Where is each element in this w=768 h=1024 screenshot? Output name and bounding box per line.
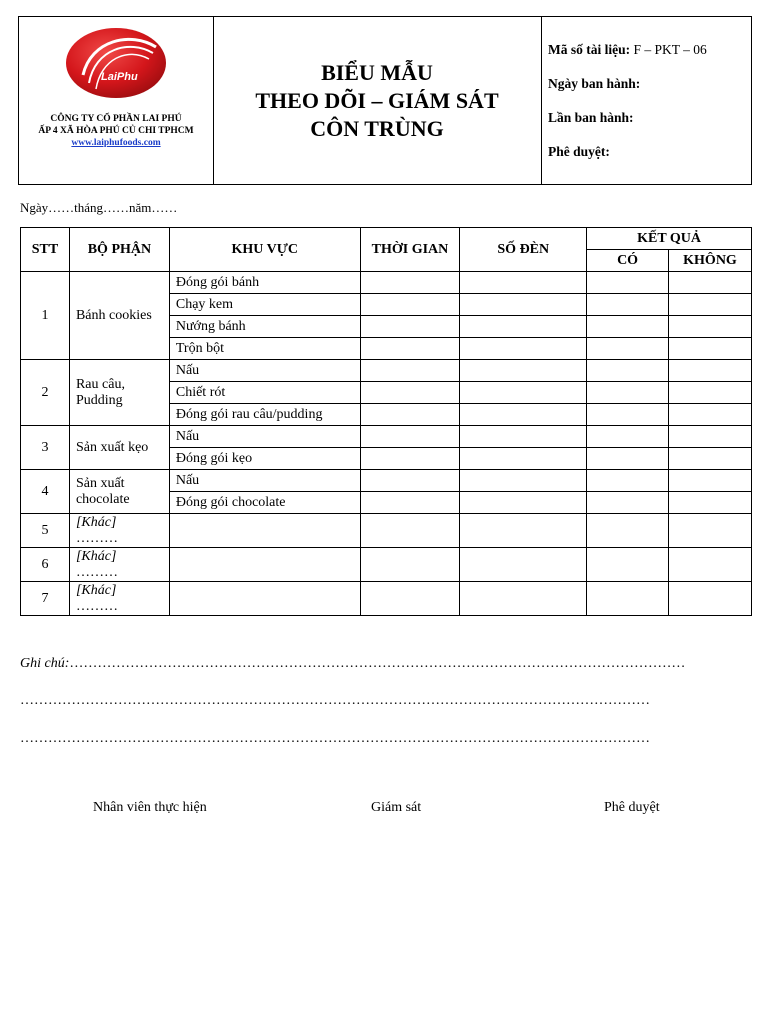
no-input-cell[interactable]: [669, 426, 752, 448]
stt-cell: 5: [21, 514, 70, 548]
header-department: BỘ PHẬN: [69, 228, 169, 272]
time-input-cell[interactable]: [360, 360, 460, 382]
department-cell: [69, 470, 169, 514]
yes-input-cell[interactable]: [587, 448, 669, 470]
issue-date-label: Ngày ban hành:: [548, 76, 641, 91]
lamp-input-cell[interactable]: [460, 470, 587, 492]
doc-code: [548, 42, 707, 58]
issue-number-label: Lần ban hành:: [548, 110, 634, 125]
department-line: Rau câu,: [75, 376, 125, 392]
area-input-cell[interactable]: [169, 582, 360, 616]
area-input-cell[interactable]: [169, 514, 360, 548]
header-result: KẾT QUẢ: [587, 228, 752, 250]
notes-dots: ………………………………………………………………………………………………………………………: [20, 731, 650, 746]
table-row: [21, 582, 752, 616]
no-input-cell[interactable]: [669, 448, 752, 470]
area-cell: Nấu: [169, 470, 360, 492]
yes-input-cell[interactable]: [587, 360, 669, 382]
yes-input-cell[interactable]: [587, 272, 669, 294]
no-input-cell[interactable]: [669, 316, 752, 338]
lamp-input-cell[interactable]: [460, 294, 587, 316]
signature-approver: Phê duyệt: [604, 800, 660, 815]
area-cell: Trộn bột: [169, 338, 360, 360]
other-label: [Khác]: [75, 582, 117, 598]
no-input-cell[interactable]: [669, 404, 752, 426]
department-line: Pudding: [75, 392, 123, 408]
no-input-cell[interactable]: [669, 294, 752, 316]
time-input-cell[interactable]: [360, 470, 460, 492]
stt-cell: 1: [21, 272, 70, 360]
area-cell: Đóng gói rau câu/pudding: [169, 404, 360, 426]
lamp-input-cell[interactable]: [460, 548, 587, 582]
time-input-cell[interactable]: [360, 548, 460, 582]
title-line: THEO DÕI – GIÁM SÁT: [255, 87, 499, 113]
table-row: [21, 548, 752, 582]
lamp-input-cell[interactable]: [460, 382, 587, 404]
lamp-input-cell[interactable]: [460, 338, 587, 360]
department-cell: Bánh cookies: [69, 272, 169, 360]
lamp-input-cell[interactable]: [460, 582, 587, 616]
time-input-cell[interactable]: [360, 448, 460, 470]
yes-input-cell[interactable]: [587, 426, 669, 448]
time-input-cell[interactable]: [360, 294, 460, 316]
document-header: [18, 16, 752, 185]
department-cell: [69, 514, 169, 548]
time-input-cell[interactable]: [360, 338, 460, 360]
time-input-cell[interactable]: [360, 272, 460, 294]
lamp-input-cell[interactable]: [460, 448, 587, 470]
other-dots: ………: [75, 530, 118, 546]
no-input-cell[interactable]: [669, 582, 752, 616]
notes-label: Ghi chú:: [20, 656, 70, 671]
notes-dots: ……………………………………………………………………………………………………………………: [69, 656, 686, 671]
company-info: [19, 113, 213, 149]
yes-input-cell[interactable]: [587, 382, 669, 404]
time-input-cell[interactable]: [360, 492, 460, 514]
time-input-cell[interactable]: [360, 514, 460, 548]
stt-cell: 7: [21, 582, 70, 616]
lamp-input-cell[interactable]: [460, 514, 587, 548]
doc-code-value: F – PKT – 06: [630, 42, 707, 57]
no-input-cell[interactable]: [669, 338, 752, 360]
yes-input-cell[interactable]: [587, 548, 669, 582]
other-label: [Khác]: [75, 548, 117, 564]
issue-date: [548, 76, 640, 92]
area-cell: Đóng gói kẹo: [169, 448, 360, 470]
lamp-input-cell[interactable]: [460, 272, 587, 294]
other-dots: ………: [75, 564, 118, 580]
yes-input-cell[interactable]: [587, 582, 669, 616]
other-dots: ………: [75, 598, 118, 614]
department-cell: [69, 548, 169, 582]
company-logo: [61, 25, 171, 101]
area-cell: Nấu: [169, 360, 360, 382]
department-cell: [69, 360, 169, 426]
department-line: chocolate: [75, 491, 130, 507]
yes-input-cell[interactable]: [587, 470, 669, 492]
stt-cell: 3: [21, 426, 70, 470]
yes-input-cell[interactable]: [587, 294, 669, 316]
notes-line-1[interactable]: [20, 656, 750, 672]
issue-number: [548, 110, 634, 126]
time-input-cell[interactable]: [360, 382, 460, 404]
lamp-input-cell[interactable]: [460, 492, 587, 514]
signature-staff: Nhân viên thực hiện: [93, 800, 207, 815]
notes-line-2[interactable]: [20, 693, 750, 709]
area-cell: Chạy kem: [169, 294, 360, 316]
yes-input-cell[interactable]: [587, 514, 669, 548]
stt-cell: 4: [21, 470, 70, 514]
stt-cell: 2: [21, 360, 70, 426]
area-input-cell[interactable]: [169, 548, 360, 582]
document-meta: [541, 17, 751, 184]
area-cell: Đóng gói chocolate: [169, 492, 360, 514]
no-input-cell[interactable]: [669, 470, 752, 492]
area-cell: Đóng gói bánh: [169, 272, 360, 294]
lamp-input-cell[interactable]: [460, 404, 587, 426]
yes-input-cell[interactable]: [587, 338, 669, 360]
department-line: Sản xuất: [75, 475, 125, 491]
approval: [548, 144, 610, 160]
yes-input-cell[interactable]: [587, 404, 669, 426]
table-row: [21, 514, 752, 548]
doc-code-label: Mã số tài liệu:: [548, 42, 631, 57]
title-line: BIỂU MẪU: [321, 59, 433, 85]
company-address: ẤP 4 XÃ HÒA PHÚ CỦ CHI TPHCM: [38, 126, 194, 136]
no-input-cell[interactable]: [669, 514, 752, 548]
table-row: [21, 470, 752, 492]
other-label: [Khác]: [75, 514, 117, 530]
document-title: [255, 59, 498, 143]
date-line: Ngày……tháng……năm……: [20, 200, 178, 215]
area-cell: Nấu: [169, 426, 360, 448]
stt-cell: 6: [21, 548, 70, 582]
area-cell: Nướng bánh: [169, 316, 360, 338]
notes-line-3[interactable]: [20, 731, 750, 747]
no-input-cell[interactable]: [669, 382, 752, 404]
title-line: CÔN TRÙNG: [310, 115, 444, 141]
company-block: [19, 17, 214, 184]
lamp-input-cell[interactable]: [460, 360, 587, 382]
no-input-cell[interactable]: [669, 492, 752, 514]
area-cell: Chiết rót: [169, 382, 360, 404]
yes-input-cell[interactable]: [587, 316, 669, 338]
department-cell: [69, 582, 169, 616]
table-row: [21, 360, 752, 382]
company-website-link[interactable]: www.laiphufoods.com: [71, 138, 161, 148]
lamp-input-cell[interactable]: [460, 316, 587, 338]
logo-text: LaiPhu: [101, 71, 138, 83]
title-block: [213, 17, 542, 184]
notes-dots: ………………………………………………………………………………………………………………………: [20, 693, 650, 708]
time-input-cell[interactable]: [360, 426, 460, 448]
table-row: [21, 426, 752, 448]
inspection-table: [20, 227, 752, 616]
approval-label: Phê duyệt:: [548, 144, 610, 159]
table-row: [21, 272, 752, 294]
yes-input-cell[interactable]: [587, 492, 669, 514]
company-name: CÔNG TY CỔ PHẦN LAI PHÚ: [50, 114, 182, 124]
time-input-cell[interactable]: [360, 316, 460, 338]
header-yes: CÓ: [587, 250, 669, 272]
department-cell: Sản xuất kẹo: [69, 426, 169, 470]
no-input-cell[interactable]: [669, 548, 752, 582]
header-area: KHU VỰC: [169, 228, 360, 272]
header-lamp-number: SỐ ĐÈN: [460, 228, 587, 272]
time-input-cell[interactable]: [360, 582, 460, 616]
lamp-input-cell[interactable]: [460, 426, 587, 448]
header-no: KHÔNG: [669, 250, 752, 272]
no-input-cell[interactable]: [669, 360, 752, 382]
header-stt: STT: [21, 228, 70, 272]
signature-supervisor: Giám sát: [371, 800, 422, 815]
header-time: THỜI GIAN: [360, 228, 460, 272]
no-input-cell[interactable]: [669, 272, 752, 294]
time-input-cell[interactable]: [360, 404, 460, 426]
